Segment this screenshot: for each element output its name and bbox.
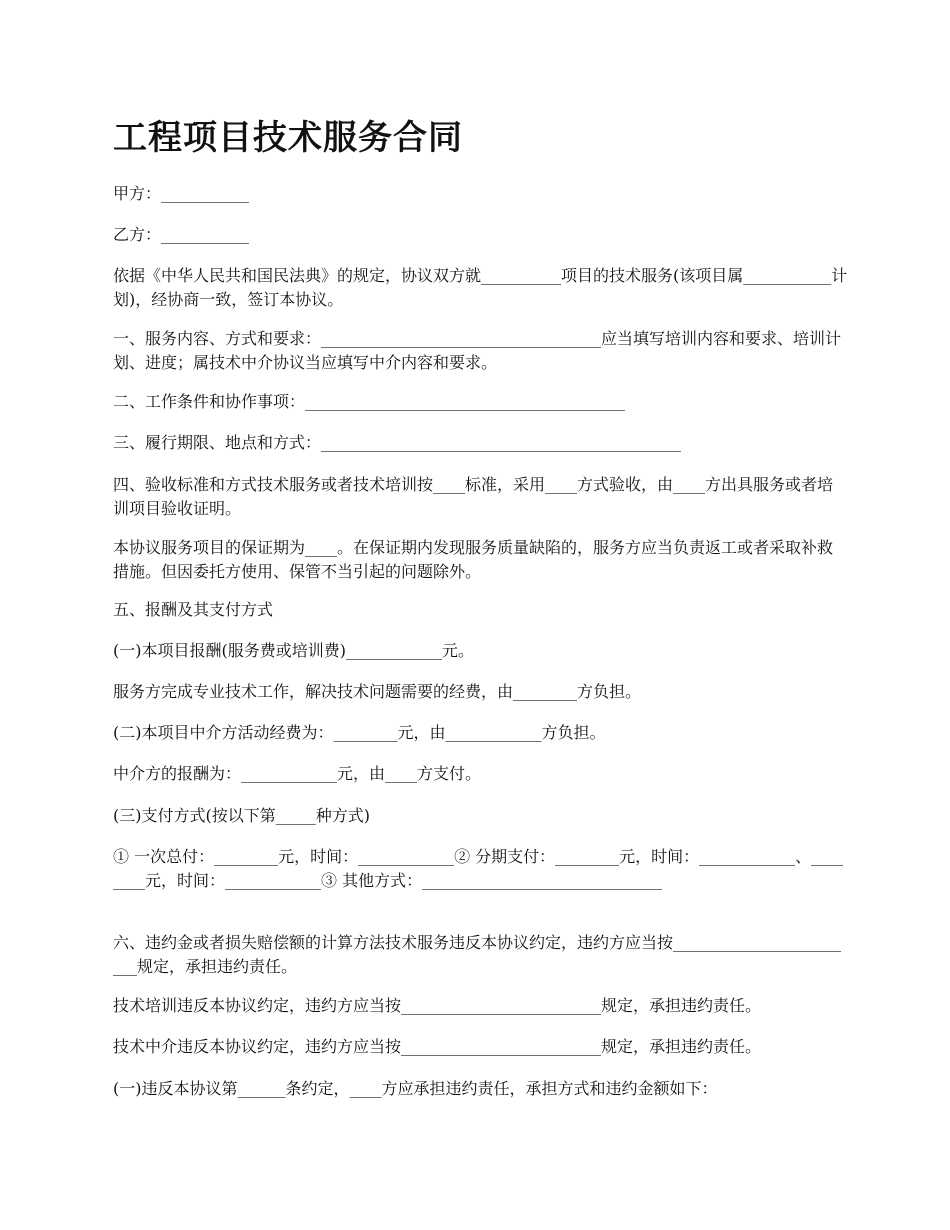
fee-item-1: (一)本项目报酬(服务费或培训费)____________元。 bbox=[113, 641, 474, 660]
fee-item-2: (二)本项目中介方活动经费为：________元，由____________方负担。 bbox=[113, 723, 606, 742]
clause-5-heading: 五、报酬及其支付方式 bbox=[113, 600, 274, 619]
clause-6-penalty: 六、违约金或者损失赔偿额的计算方法技术服务违反本协议约定，违约方应当按________________________规定，承担违约责任。 bbox=[113, 933, 842, 976]
document-title: 工程项目技术服务合同 bbox=[113, 118, 463, 158]
intermediary-breach: 技术中介违反本协议约定，违约方应当按_________________________规定，承担违约责任。 bbox=[113, 1037, 762, 1056]
intermediary-fee: 中介方的报酬为：____________元，由____方支付。 bbox=[113, 764, 482, 783]
party-b-line: 乙方：___________ bbox=[113, 225, 250, 244]
preamble-paragraph: 依据《中华人民共和国民法典》的规定，协议双方就__________项目的技术服务(该项目属___________计划)，经协商一致，签订本协议。 bbox=[113, 266, 848, 309]
payment-options: ① 一次总付：________元，时间：____________② 分期支付：________元，时间：____________、________元，时间：____________③ 其他方式：______________________________ bbox=[113, 847, 844, 890]
clause-2-work-conditions: 二、工作条件和协作事项：________________________________________ bbox=[113, 392, 626, 411]
expense-paragraph: 服务方完成专业技术工作，解决技术问题需要的经费，由________方负担。 bbox=[113, 682, 642, 701]
training-breach: 技术培训违反本协议约定，违约方应当按_________________________规定，承担违约责任。 bbox=[113, 996, 762, 1015]
warranty-paragraph: 本协议服务项目的保证期为____。在保证期内发现服务质量缺陷的，服务方应当负责返工或者采取补救措施。但因委托方使用、保管不当引起的问题除外。 bbox=[113, 538, 834, 581]
payment-method-heading: (三)支付方式(按以下第_____种方式) bbox=[113, 806, 370, 825]
breach-item-1: (一)违反本协议第______条约定，____方应承担违约责任，承担方式和违约金额如下： bbox=[113, 1079, 718, 1098]
clause-1-service-content: 一、服务内容、方式和要求：___________________________________应当填写培训内容和要求、培训计划、进度；属技术中介协议当应填写中介内容和要求。 bbox=[113, 329, 842, 372]
clause-3-performance-period: 三、履行期限、地点和方式：_____________________________________________ bbox=[113, 433, 682, 452]
party-a-line: 甲方：___________ bbox=[113, 184, 250, 203]
clause-4-acceptance: 四、验收标准和方式技术服务或者技术培训按____标准，采用____方式验收，由____方出具服务或者培训项目验收证明。 bbox=[113, 475, 834, 518]
